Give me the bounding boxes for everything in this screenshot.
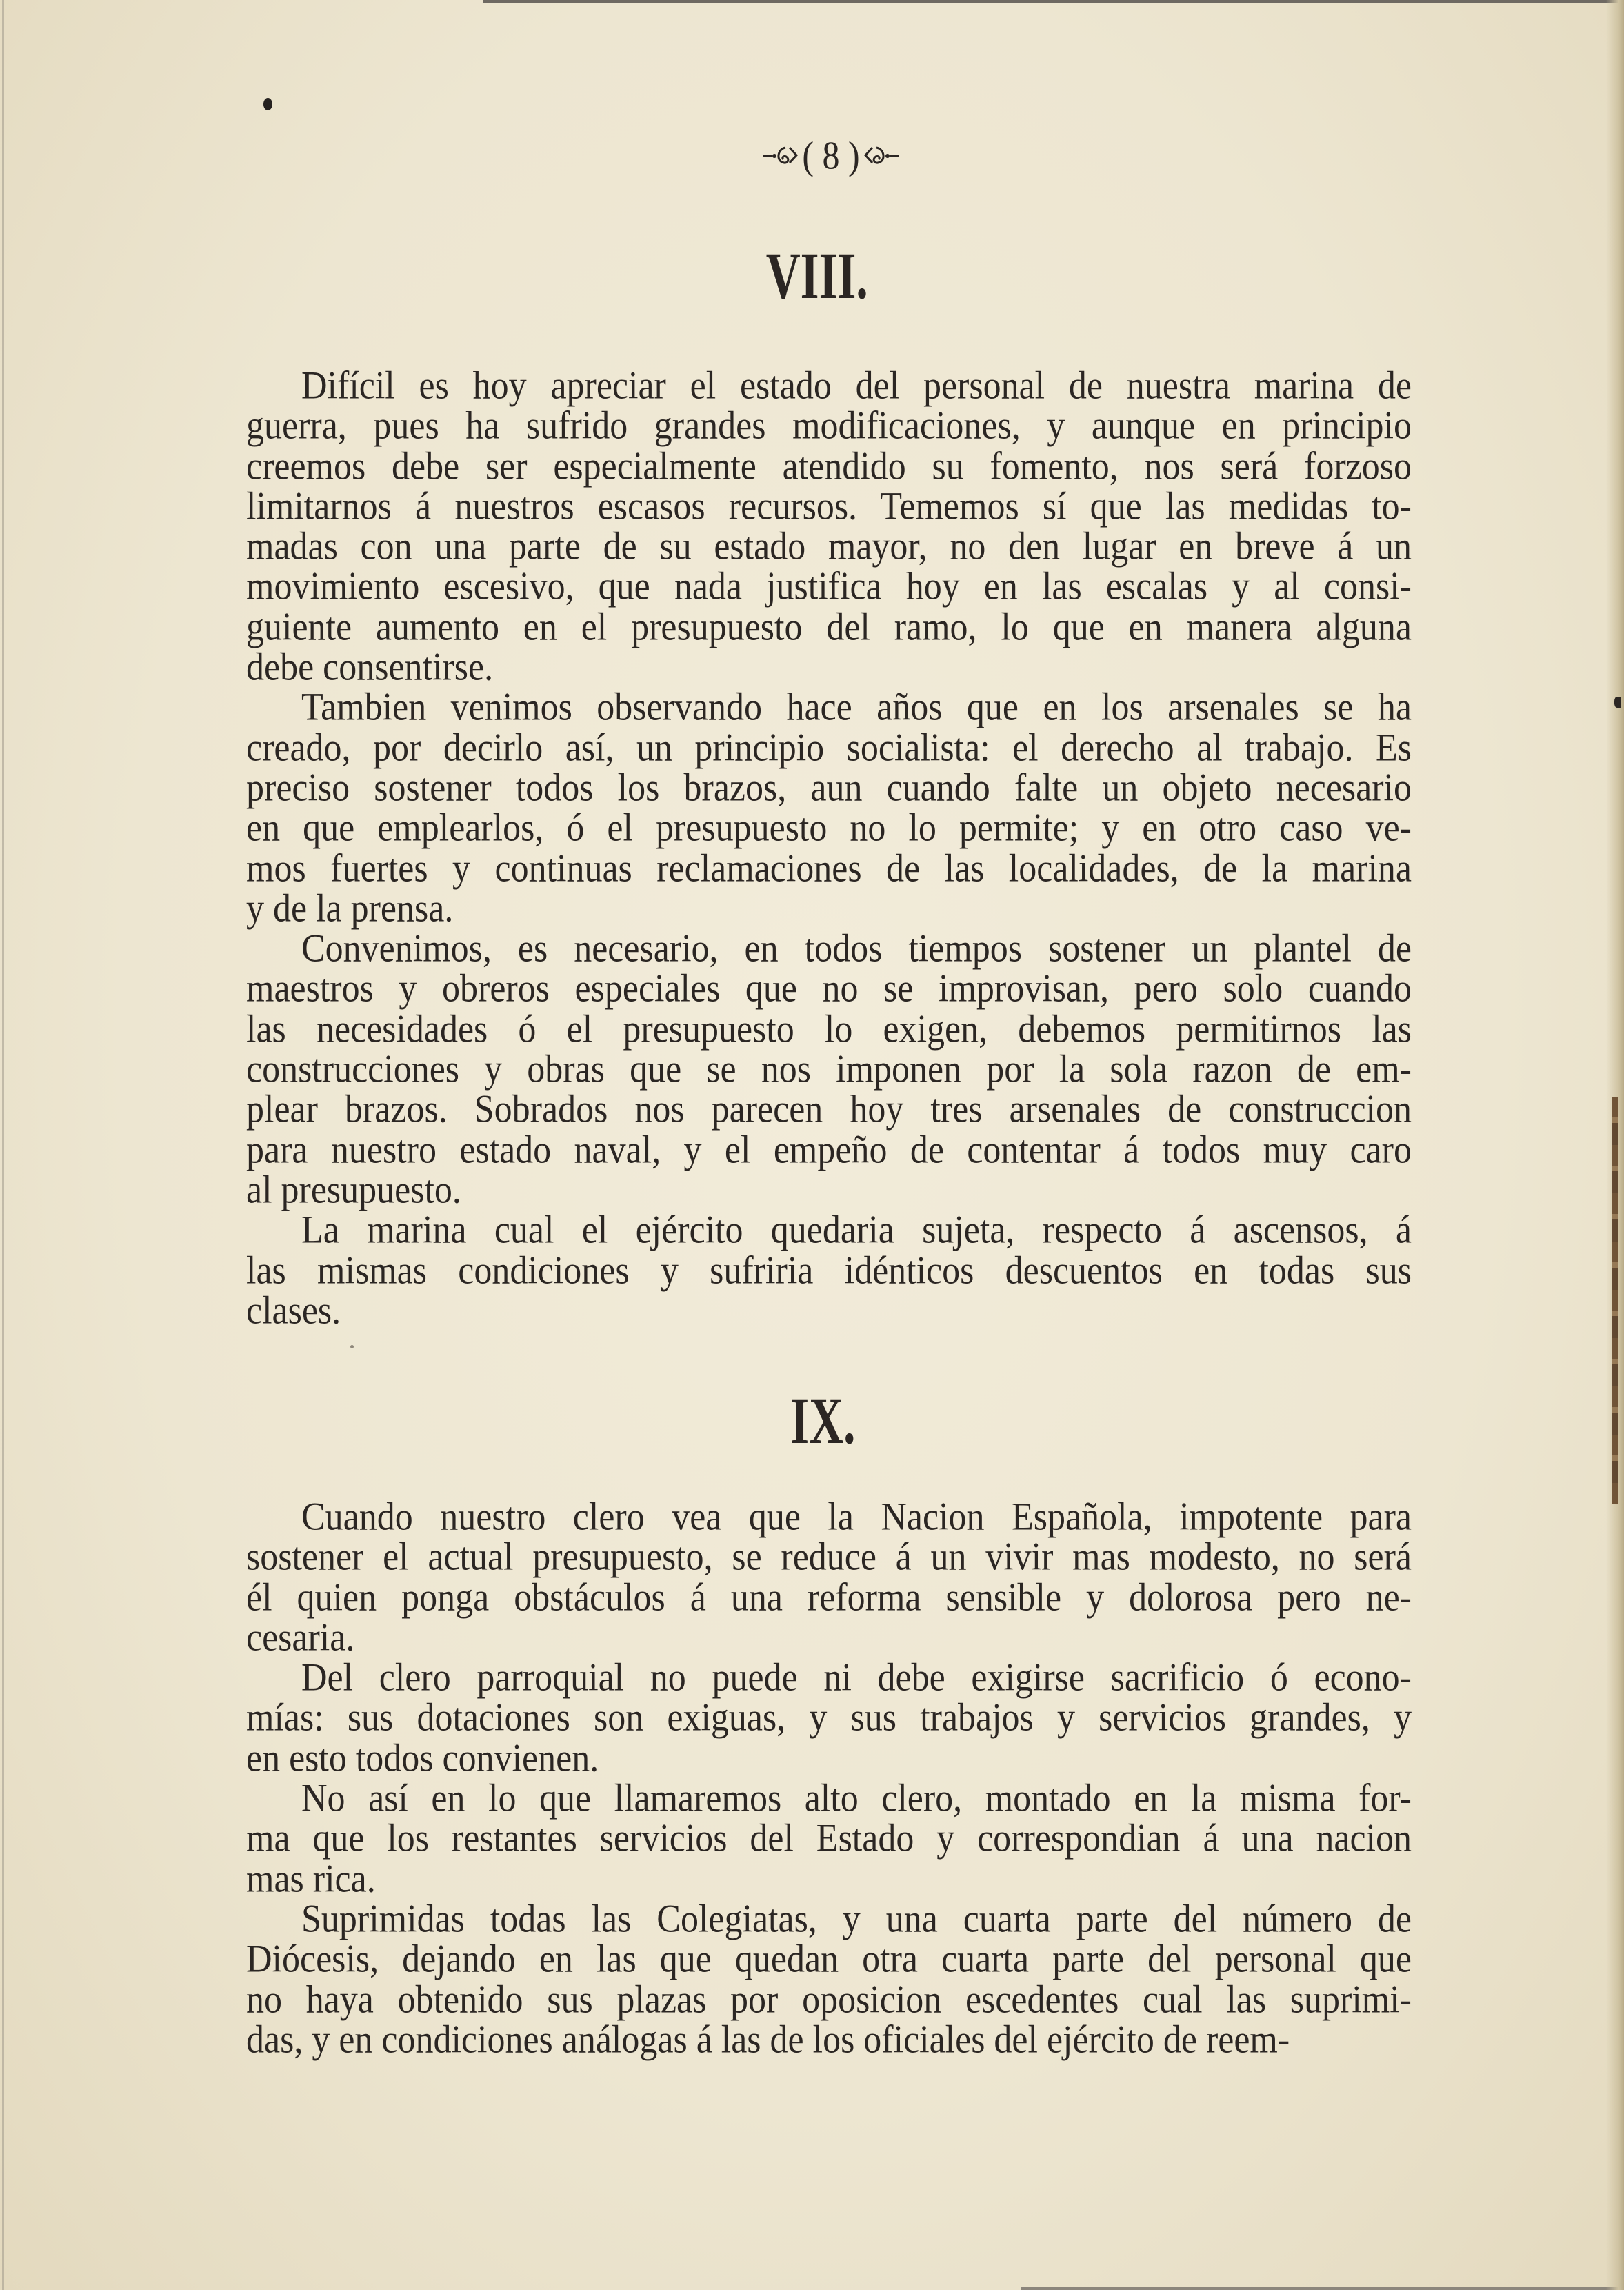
- binding-marks: [1612, 1097, 1618, 1504]
- text-line: clases.: [246, 1288, 341, 1333]
- text-line: para nuestro estado naval, y el empeño de contentar á todos muy caro: [246, 1128, 1412, 1172]
- text-line: no haya obtenido sus plazas por oposicion escedentes cual las suprimi-: [246, 1978, 1412, 2022]
- text-line: das, y en condiciones análogas á las de los oficiales del ejército de reem-: [246, 2018, 1290, 2062]
- text-line: Cuando nuestro clero vea que la Nacion Española, impotente para: [301, 1495, 1412, 1539]
- ink-blot: [263, 98, 272, 110]
- text-line: y de la prensa.: [246, 886, 454, 930]
- text-line: La marina cual el ejército quedaria sujeta, respecto á ascensos, á: [301, 1208, 1412, 1253]
- text-line: Convenimos, es necesario, en todos tiempos sostener un plantel de: [301, 927, 1412, 970]
- text-line: guiente aumento en el presupuesto del ramo, lo que en manera alguna: [246, 605, 1412, 649]
- text-line: movimiento escesivo, que nada justifica hoy en las escalas y al consi-: [246, 565, 1412, 609]
- paragraph: [246, 1658, 1412, 1779]
- ornament-right-icon: [864, 143, 900, 167]
- paragraph: [246, 1208, 1412, 1333]
- text-line: preciso sostener todos los brazos, aun cuando falte un objeto necesario: [246, 766, 1412, 810]
- paragraph: [246, 366, 1412, 688]
- text-line: mos fuertes y continuas reclamaciones de las localidades, de la marina: [246, 846, 1412, 890]
- section-heading: [478, 1383, 1167, 1459]
- text-line: en esto todos convienen.: [246, 1736, 599, 1780]
- text-line: guerra, pues ha sufrido grandes modificaciones, y aunque en principio: [246, 404, 1412, 448]
- text-line: las mismas condiciones y sufriria idénticos descuentos en todas sus: [246, 1248, 1412, 1293]
- text-line: debe consentirse.: [246, 646, 494, 689]
- text-line: Difícil es hoy apreciar el estado del personal de nuestra marina de: [301, 364, 1412, 408]
- paragraph: [246, 1497, 1412, 1658]
- text-line: No así en lo que llamaremos alto clero, montado en la misma for-: [301, 1777, 1412, 1820]
- paragraph: [246, 688, 1412, 929]
- paragraph: [246, 929, 1412, 1211]
- section-heading-text: IX.: [790, 1384, 856, 1457]
- text-line: creado, por decirlo así, un principio socialista: el derecho al trabajo. Es: [246, 726, 1412, 770]
- text-line: limitarnos á nuestros escasos recursos. Tememos sí que las medidas to-: [246, 484, 1412, 528]
- page-edge-bottom: [1021, 2287, 1624, 2290]
- text-line: él quien ponga obstáculos á una reforma sensible y dolorosa pero ne-: [246, 1575, 1412, 1620]
- margin-mark: [1614, 697, 1621, 708]
- page-edge-left: [2, 0, 4, 2290]
- text-line: mías: sus dotaciones son exiguas, y sus trabajos y servicios grandes, y: [246, 1696, 1412, 1740]
- text-line: Diócesis, dejando en las que quedan otra cuarta parte del personal que: [246, 1938, 1412, 1982]
- text-line: plear brazos. Sobrados nos parecen hoy tres arsenales de construccion: [246, 1088, 1412, 1132]
- text-line: las necesidades ó el presupuesto lo exigen, debemos permitirnos las: [246, 1007, 1412, 1051]
- text-line: construcciones y obras que se nos imponen por la sola razon de em-: [246, 1048, 1412, 1091]
- page-edge-top: [483, 0, 1624, 3]
- text-line: en que emplearlos, ó el presupuesto no lo permite; y en otro caso ve-: [246, 806, 1412, 850]
- paragraph: [246, 1900, 1412, 2060]
- text-line: cesaria.: [246, 1615, 355, 1660]
- page-header: [624, 132, 1038, 178]
- section-heading-text: VIII.: [766, 239, 868, 312]
- section-body: [246, 1497, 1412, 2060]
- paragraph: [246, 1779, 1412, 1900]
- text-line: Suprimidas todas las Colegiatas, y una cuarta parte del número de: [301, 1898, 1412, 1941]
- text-line: mas rica.: [246, 1857, 376, 1901]
- text-line: al presupuesto.: [246, 1168, 461, 1212]
- section-body: [246, 366, 1412, 1331]
- text-line: creemos debe ser especialmente atendido su fomento, nos será forzoso: [246, 444, 1412, 488]
- text-line: ma que los restantes servicios del Estado y correspondian á una nacion: [246, 1817, 1412, 1861]
- page-number: ( 8 ): [802, 132, 860, 178]
- text-line: Tambien venimos observando hace años que en los arsenales se ha: [301, 686, 1412, 730]
- paper-speck: [350, 1345, 354, 1348]
- text-line: madas con una parte de su estado mayor, no den lugar en breve á un: [246, 525, 1412, 568]
- text-line: sostener el actual presupuesto, se reduce á un vivir mas modesto, no será: [246, 1535, 1412, 1580]
- text-line: maestros y obreros especiales que no se improvisan, pero solo cuando: [246, 967, 1412, 1011]
- section-heading: [472, 238, 1162, 314]
- text-line: Del clero parroquial no puede ni debe exigirse sacrificio ó econo-: [301, 1656, 1412, 1700]
- ornament-left-icon: [762, 143, 798, 167]
